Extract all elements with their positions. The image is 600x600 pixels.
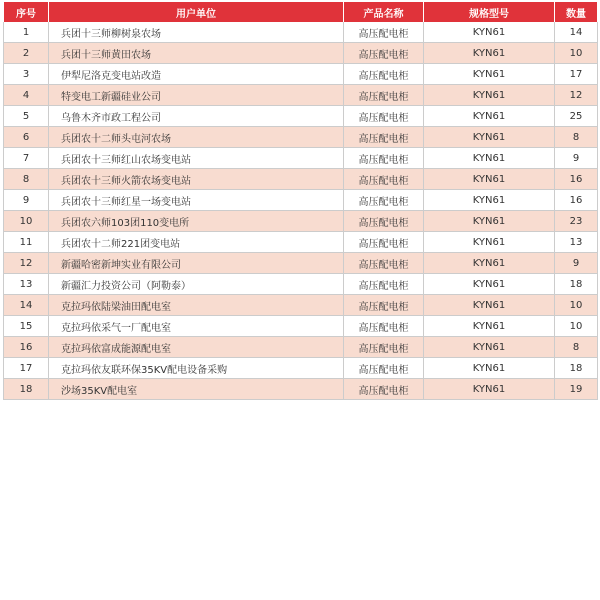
cell-model: KYN61 (424, 148, 555, 169)
cell-no: 16 (4, 337, 49, 358)
cell-user: 兵团农十三师火箭农场变电站 (49, 169, 344, 190)
cell-qty: 19 (555, 379, 598, 400)
cell-qty: 23 (555, 211, 598, 232)
cell-no: 10 (4, 211, 49, 232)
cell-user: 新疆汇力投资公司（阿勒泰） (49, 274, 344, 295)
cell-no: 4 (4, 85, 49, 106)
cell-no: 13 (4, 274, 49, 295)
table-row (4, 379, 598, 400)
cell-qty: 25 (555, 106, 598, 127)
cell-no: 8 (4, 169, 49, 190)
cell-product: 高压配电柜 (344, 127, 424, 148)
cell-model: KYN61 (424, 253, 555, 274)
cell-user: 沙场35KV配电室 (49, 379, 344, 400)
table-row (4, 337, 598, 358)
cell-product: 高压配电柜 (344, 169, 424, 190)
table-row (4, 127, 598, 148)
cell-user: 新疆哈密新坤实业有限公司 (49, 253, 344, 274)
table-row (4, 169, 598, 190)
cell-model: KYN61 (424, 337, 555, 358)
table-row (4, 106, 598, 127)
cell-product: 高压配电柜 (344, 211, 424, 232)
cell-user: 克拉玛依友联环保35KV配电设备采购 (49, 358, 344, 379)
cell-model: KYN61 (424, 64, 555, 85)
cell-no: 12 (4, 253, 49, 274)
cell-product: 高压配电柜 (344, 274, 424, 295)
cell-product: 高压配电柜 (344, 43, 424, 64)
table-row (4, 274, 598, 295)
cell-user: 兵团农十二师头屯河农场 (49, 127, 344, 148)
cell-qty: 14 (555, 22, 598, 43)
cell-user: 克拉玛依采气一厂配电室 (49, 316, 344, 337)
cell-no: 1 (4, 22, 49, 43)
cell-product: 高压配电柜 (344, 22, 424, 43)
header-model: 规格型号 (424, 2, 555, 22)
cell-qty: 13 (555, 232, 598, 253)
cell-product: 高压配电柜 (344, 253, 424, 274)
cell-no: 7 (4, 148, 49, 169)
cell-no: 3 (4, 64, 49, 85)
table-row (4, 253, 598, 274)
cell-user: 兵团农十三师红山农场变电站 (49, 148, 344, 169)
cell-product: 高压配电柜 (344, 106, 424, 127)
cell-qty: 9 (555, 253, 598, 274)
table-row (4, 85, 598, 106)
cell-user: 乌鲁木齐市政工程公司 (49, 106, 344, 127)
header-product: 产品名称 (344, 2, 424, 22)
cell-product: 高压配电柜 (344, 295, 424, 316)
cell-qty: 16 (555, 169, 598, 190)
cell-qty: 16 (555, 190, 598, 211)
cell-model: KYN61 (424, 190, 555, 211)
header-no: 序号 (4, 2, 49, 22)
cell-user: 特变电工新疆硅业公司 (49, 85, 344, 106)
cell-user: 克拉玛依富成能源配电室 (49, 337, 344, 358)
project-reference-table (3, 2, 598, 400)
cell-model: KYN61 (424, 232, 555, 253)
cell-qty: 12 (555, 85, 598, 106)
cell-user: 克拉玛依陆梁油田配电室 (49, 295, 344, 316)
table-row (4, 295, 598, 316)
header-user: 用户单位 (49, 2, 344, 22)
cell-model: KYN61 (424, 106, 555, 127)
cell-no: 2 (4, 43, 49, 64)
table-row (4, 232, 598, 253)
cell-qty: 17 (555, 64, 598, 85)
table-body (4, 22, 598, 400)
cell-qty: 8 (555, 337, 598, 358)
cell-no: 9 (4, 190, 49, 211)
table-row (4, 22, 598, 43)
cell-user: 兵团农十三师红星一场变电站 (49, 190, 344, 211)
cell-product: 高压配电柜 (344, 379, 424, 400)
cell-user: 兵团农六师103团110变电所 (49, 211, 344, 232)
table-row (4, 190, 598, 211)
table-row (4, 316, 598, 337)
cell-no: 14 (4, 295, 49, 316)
cell-no: 17 (4, 358, 49, 379)
table-header (4, 2, 598, 22)
cell-no: 5 (4, 106, 49, 127)
header-row (4, 2, 598, 22)
cell-model: KYN61 (424, 295, 555, 316)
cell-no: 18 (4, 379, 49, 400)
table-row (4, 64, 598, 85)
cell-model: KYN61 (424, 169, 555, 190)
cell-model: KYN61 (424, 22, 555, 43)
table-row (4, 148, 598, 169)
cell-qty: 18 (555, 358, 598, 379)
cell-qty: 10 (555, 43, 598, 64)
cell-user: 兵团十三师柳树泉农场 (49, 22, 344, 43)
cell-qty: 10 (555, 295, 598, 316)
cell-product: 高压配电柜 (344, 316, 424, 337)
cell-model: KYN61 (424, 211, 555, 232)
header-qty: 数量 (555, 2, 598, 22)
table-row (4, 358, 598, 379)
cell-product: 高压配电柜 (344, 190, 424, 211)
cell-no: 6 (4, 127, 49, 148)
cell-product: 高压配电柜 (344, 358, 424, 379)
cell-product: 高压配电柜 (344, 148, 424, 169)
cell-qty: 9 (555, 148, 598, 169)
cell-model: KYN61 (424, 316, 555, 337)
cell-no: 11 (4, 232, 49, 253)
cell-model: KYN61 (424, 127, 555, 148)
cell-model: KYN61 (424, 379, 555, 400)
cell-model: KYN61 (424, 358, 555, 379)
cell-product: 高压配电柜 (344, 64, 424, 85)
cell-product: 高压配电柜 (344, 85, 424, 106)
table-row (4, 43, 598, 64)
cell-qty: 10 (555, 316, 598, 337)
table-row (4, 211, 598, 232)
cell-user: 兵团农十二师221团变电站 (49, 232, 344, 253)
cell-no: 15 (4, 316, 49, 337)
cell-user: 伊犁尼洛克变电站改造 (49, 64, 344, 85)
cell-model: KYN61 (424, 43, 555, 64)
cell-qty: 18 (555, 274, 598, 295)
cell-qty: 8 (555, 127, 598, 148)
cell-model: KYN61 (424, 85, 555, 106)
cell-product: 高压配电柜 (344, 232, 424, 253)
cell-product: 高压配电柜 (344, 337, 424, 358)
cell-user: 兵团十三师黄田农场 (49, 43, 344, 64)
cell-model: KYN61 (424, 274, 555, 295)
